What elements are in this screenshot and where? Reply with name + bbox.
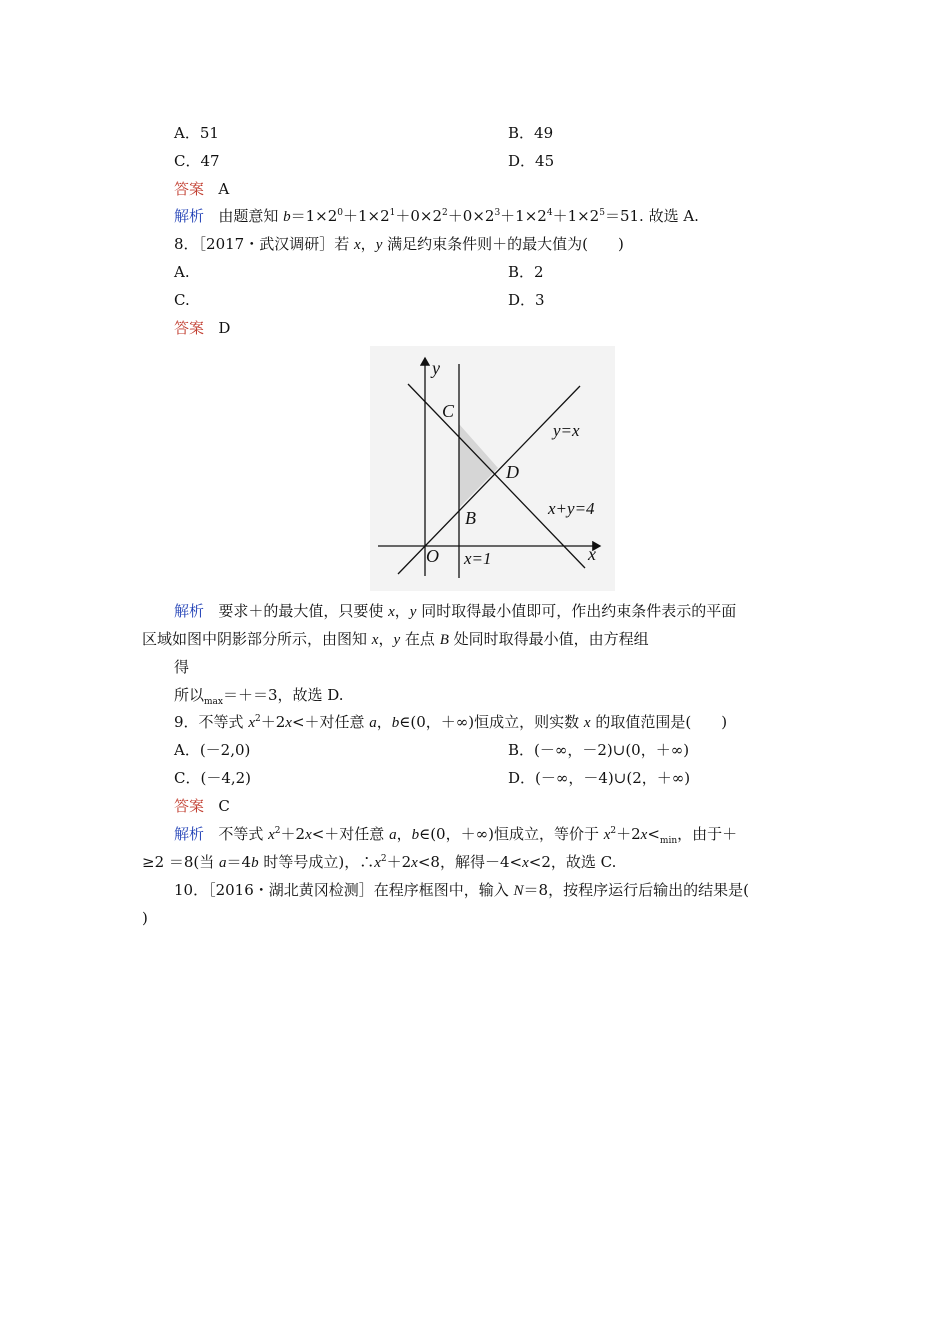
option-b: B．49: [508, 124, 554, 142]
analysis-line: 区域如图中阴影部分所示，由图知 x，y 在点 B 处同时取得最小值，由方程组: [142, 630, 649, 648]
option-c: C．47: [174, 152, 220, 170]
analysis-line: 所以$_{max}$＝＋＝3，故选 D.: [174, 686, 344, 707]
option-d: D．45: [508, 152, 555, 170]
label-b: B: [465, 508, 476, 528]
answer-label: 答案: [174, 180, 205, 198]
answer-label: 答案: [174, 797, 205, 815]
label-y: y: [432, 358, 440, 378]
line-x-plus-y-equals-4: [408, 384, 585, 568]
option-a: A.: [174, 263, 190, 281]
analysis-line: ≥2 ＝8(当 a＝4b 时等号成立)，$\therefore x^2+2x<8$，解得－4<x<2，故选 C.: [142, 853, 617, 871]
option-c: C．(－4,2): [174, 769, 252, 787]
question-stem: 8．［2017・武汉调研］若 x，y 满足约束条件则＋的最大值为( ): [174, 235, 624, 253]
option-d: D．3: [508, 291, 545, 309]
answer-line: [174, 318, 230, 338]
label-y-equals-x: y=x: [553, 421, 580, 440]
answer-value: A: [218, 180, 230, 198]
label-x-plus-y-equals-4: x+y=4: [548, 499, 595, 518]
feasible-region-figure: [370, 346, 615, 591]
option-a: A．(－2,0): [174, 741, 251, 759]
label-origin: O: [426, 546, 439, 566]
answer-line: [174, 179, 229, 199]
analysis-line: 解析 不等式 $x^2+2x<+$对任意 a，b∈(0，＋∞)恒成立，等价于 $x^2+2x<_{min}$，由于＋: [174, 825, 738, 846]
label-c: C: [442, 401, 455, 421]
question-stem: 9．不等式 $x^2+2x<+$对任意 a，b∈(0，＋∞)恒成立，则实数 x 的取值范围是( ): [174, 713, 728, 731]
option-b: B．(－∞，－2)∪(0，＋∞): [508, 741, 690, 759]
option-c: C.: [174, 291, 190, 309]
option-a: A．51: [174, 124, 219, 142]
answer-line: [174, 796, 230, 816]
label-x-equals-1: x=1: [464, 549, 492, 568]
analysis-line: 解析 由题意知 $b=1\times 2^0+1\times 2^1+0\times 2^2+0\times 2^3+1\times 2^4+1\times 2^5=51$. 故选 A.: [174, 207, 699, 225]
analysis-line: 得: [174, 658, 190, 676]
analysis-line: 解析 要求＋的最大值，只要使 x，y 同时取得最小值即可，作出约束条件表示的平面: [174, 602, 737, 620]
question-stem: 10．［2016・湖北黄冈检测］在程序框图中，输入 N＝8，按程序运行后输出的结果是(: [174, 881, 749, 899]
label-d: D: [506, 462, 519, 482]
answer-value: C: [218, 797, 230, 815]
answer-label: 答案: [174, 319, 205, 337]
option-b: B．2: [508, 263, 544, 281]
coordinate-plot: [370, 346, 615, 591]
option-d: D．(－∞，－4)∪(2，＋∞): [508, 769, 691, 787]
answer-value: D: [218, 319, 231, 337]
question-stem-continuation: ): [142, 909, 148, 927]
label-x: x: [588, 544, 596, 564]
analysis-label: 解析: [174, 825, 205, 843]
analysis-label: 解析: [174, 207, 205, 225]
analysis-label: 解析: [174, 602, 205, 620]
shaded-region: [459, 424, 498, 508]
